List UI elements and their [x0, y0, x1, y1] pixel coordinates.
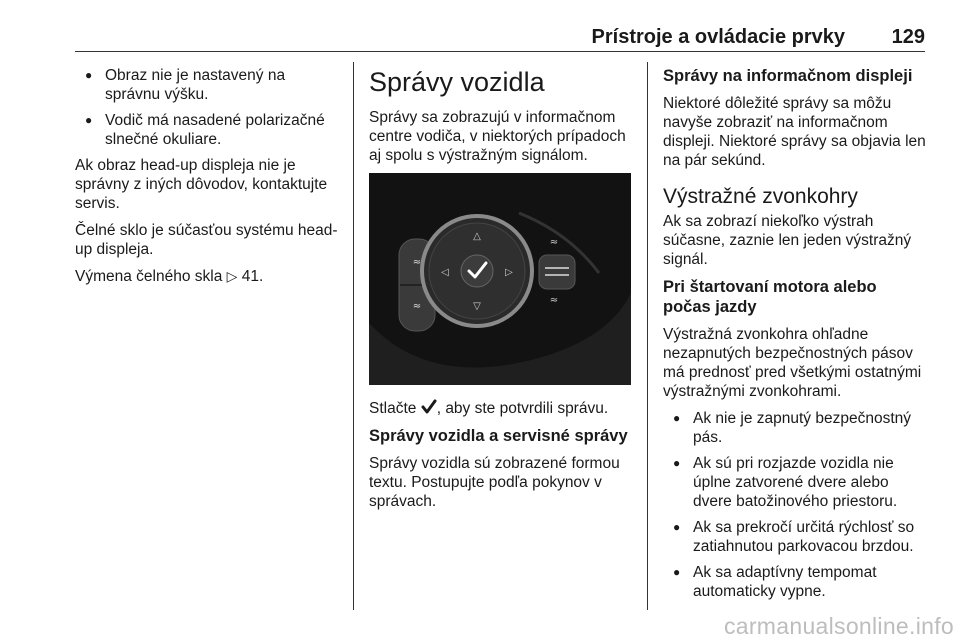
steering-wheel-controls-figure — [369, 173, 631, 385]
list-item: ● Ak sa adaptívny tempomat automaticky vypne. — [663, 563, 927, 601]
steering-wheel-illustration — [369, 173, 631, 385]
paragraph: Výstražná zvonkohra ohľadne nezapnutých bezpečnostných pásov má prednosť pred všetkými ostatnými výstražnými zvonkohrami. — [663, 326, 922, 400]
svg-text:▽: ▽ — [473, 301, 481, 312]
svg-text:◁: ◁ — [441, 267, 449, 278]
list-item: ● Vodič má nasadené polarizačné slnečné okuliare. — [75, 111, 341, 149]
page-reference-arrow-icon: ▷ — [226, 268, 238, 284]
paragraph-text: Stlačte — [369, 400, 417, 417]
svg-text:▷: ▷ — [505, 267, 513, 278]
paragraph — [369, 399, 633, 418]
column-3 — [663, 66, 927, 608]
list-item: ● Ak sa prekročí určitá rýchlosť so zatiahnutou parkovacou brzdou. — [663, 518, 927, 556]
subsection-heading: Pri štartovaní motora alebo počas jazdy — [663, 278, 877, 316]
list-item: ● Ak nie je zapnutý bezpečnostný pás. — [663, 409, 927, 447]
svg-text:≈: ≈ — [549, 237, 559, 248]
section-title: Prístroje a ovládacie prvky — [591, 26, 845, 48]
column-1 — [75, 66, 341, 294]
page-header — [75, 26, 925, 50]
subsection-heading: Správy vozidla a servisné správy — [369, 427, 628, 445]
paragraph-text: Výmena čelného skla — [75, 268, 223, 285]
column-2 — [369, 66, 633, 519]
column-divider-1 — [353, 62, 354, 610]
paragraph: Niektoré dôležité správy sa môžu navyše zobraziť na informačnom displeji. Niektoré správy sa objavia len na pár sekúnd. — [663, 95, 926, 169]
list-item: ● Ak sú pri rozjazde vozidla nie úplne zatvorené dvere alebo dvere batožinového priestoru. — [663, 454, 927, 511]
svg-text:△: △ — [473, 231, 481, 242]
page-reference[interactable]: 41. — [241, 268, 264, 285]
svg-text:≈: ≈ — [412, 301, 422, 312]
subsection-heading: Správy na informačnom displeji — [663, 67, 913, 85]
list-item: ● Obraz nie je nastavený na správnu výšku. — [75, 66, 341, 104]
watermark: carmanualsonline.info — [723, 613, 954, 639]
header-rule — [75, 51, 925, 52]
page-number: 129 — [891, 26, 925, 48]
paragraph: Čelné sklo je súčasťou systému head-up displeja. — [75, 222, 338, 258]
paragraph: Správy sa zobrazujú v informačnom centre vodiča, v niektorých prípadoch aj spolu s výstražným signálom. — [369, 109, 626, 164]
paragraph-text: , aby ste potvrdili správu. — [436, 400, 609, 417]
svg-text:≈: ≈ — [412, 257, 422, 268]
section-heading: Správy vozidla — [369, 67, 545, 97]
paragraph: Ak obraz head-up displeja nie je správny z iných dôvodov, kontaktujte servis. — [75, 157, 328, 212]
column-divider-2 — [647, 62, 648, 610]
checkmark-icon — [421, 399, 437, 415]
section-heading: Výstražné zvonkohry — [663, 185, 858, 208]
svg-text:≈: ≈ — [549, 295, 559, 306]
paragraph: Správy vozidla sú zobrazené formou textu. Postupujte podľa pokynov v správach. — [369, 455, 620, 510]
paragraph — [75, 267, 341, 286]
paragraph: Ak sa zobrazí niekoľko výstrah súčasne, zaznie len jeden výstražný signál. — [663, 213, 912, 268]
